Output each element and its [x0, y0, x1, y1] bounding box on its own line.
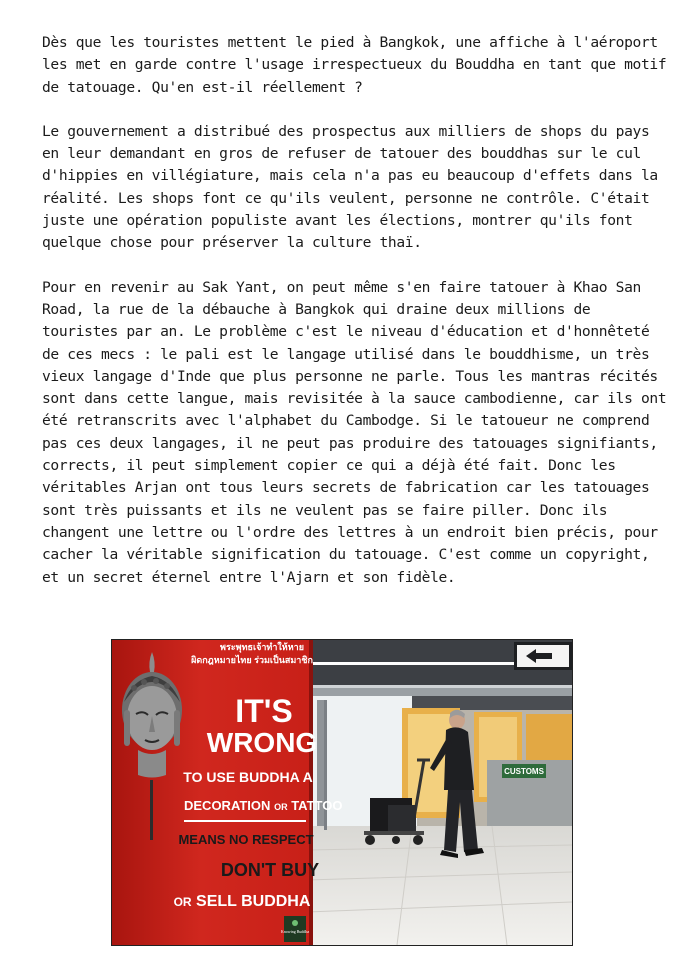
buddha-poster — [112, 640, 342, 945]
knowing-buddha-logo: Knowing Buddha — [280, 929, 310, 934]
customs-sign: CUSTOMS — [504, 767, 544, 776]
paragraph-sak-yant: Pour en revenir au Sak Yant, on peut même s'en faire tatouer à Khao San Road, la rue de la débauche à Bangkok qui draine deux millions de touristes par an. Le problème c'est le niveau d'éducation et d'honnêteté de ces mecs : le pali est le langage utilisé dans le bouddhisme, un très vieux langage d'Inde que plus personne ne parle. Tous les mantras récités sont dans cette langue, mais revisitée à la sauce cambodienne, car ils ont été retranscrits avec l'alphabet du Cambodge. Si le tatoueur ne comprend pas ces deux langages, il ne peut pas produire des tatouages signifiants, corrects, il peut simplement copier ce qui a déjà été fait. Donc les véritables Arjan ont tous leurs secrets de fabrication car les tatouages sont très puissants et ils ne veulent pas se faire piller. Donc ils changent une lettre ou l'ordre des lettres à un endroit bien précis, pour cacher la véritable signification du tatouage. C'est comme un copyright, et un secret éternel entre l'Ajarn et son fidèle. — [42, 278, 667, 586]
poster-line-4: DON'T BUY — [220, 860, 320, 880]
poster-line-5 — [174, 893, 311, 910]
poster-line-1: TO USE BUDDHA A — [183, 769, 313, 785]
poster-line-2-a: DECORATION — [184, 798, 271, 813]
poster-line-5-or: OR — [173, 895, 192, 909]
poster-line-5-b: SELL BUDDHA — [196, 893, 311, 910]
poster-line-2-or: OR — [274, 802, 288, 812]
article-text — [42, 32, 668, 611]
paragraph-intro: Dès que les touristes mettent le pied à Bangkok, une affiche à l'aéroport les met en garde contre l'usage irrespectueux du Bouddha en tant que motif de tatouage. Qu'en est-il réellement ? — [42, 34, 667, 96]
poster-headline: IT'S — [235, 693, 293, 729]
poster-thai-line-2: ผิดกฎหมายไทย ร่วมเป็นสมาชิก — [191, 655, 313, 665]
poster-line-2 — [184, 798, 342, 813]
poster-thai-line-1: พระพุทธเจ้าทำให้หาย — [220, 642, 304, 652]
poster-headline-2: WRONG — [206, 727, 318, 758]
paragraph-government: Le gouvernement a distribué des prospectus aux milliers de shops du pays en leur demandant en gros de refuser de tatouer des bouddhas sur le cul d'hippies en villégiature, mais cela n'a pas eu beaucoup d'effets dans la réalité. Les shops font ce qu'ils veulent, personne ne contrôle. C'était juste une opération populiste avant les élections, montrer qu'ils font quelque chose pour préserver la culture thaï. — [42, 122, 658, 252]
airport-photo — [111, 639, 573, 946]
poster-line-3: MEANS NO RESPECT — [178, 832, 314, 847]
poster-line-2-b: TATTOO — [291, 798, 343, 813]
